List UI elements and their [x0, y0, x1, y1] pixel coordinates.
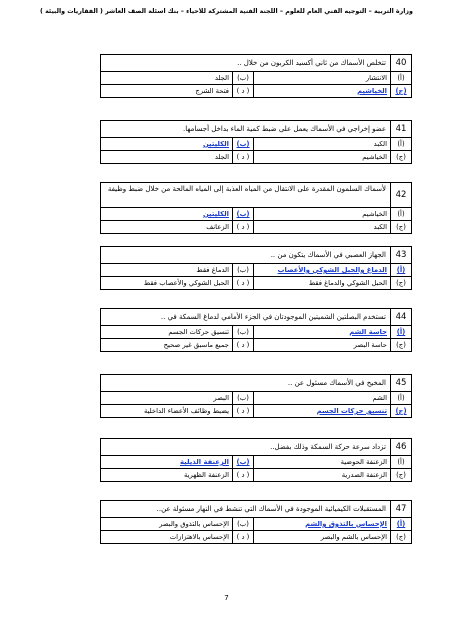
- option-label-a: (أ): [390, 264, 411, 276]
- option-label-b: (ب): [232, 518, 253, 530]
- option-text: الدماغ فقط: [196, 266, 229, 274]
- question-row: [100, 120, 412, 138]
- question-number: 43: [390, 247, 411, 263]
- question-number: 47: [390, 501, 411, 517]
- option-label-b: (ب): [232, 326, 253, 338]
- correct-option: حاسة الشم: [253, 326, 390, 338]
- options-row: [100, 151, 412, 164]
- option-text: الكبد: [253, 221, 390, 233]
- option-label-c: (ج): [390, 221, 411, 233]
- question-number: 42: [390, 183, 411, 207]
- option-text: الزعنفة الظهرية: [183, 471, 229, 479]
- question-block: [100, 120, 412, 164]
- question-row: [100, 308, 412, 326]
- option-text: الزعنفة الحوضية: [253, 456, 390, 468]
- option-label-d: ( د ): [232, 85, 253, 97]
- option-label-a: (أ): [390, 518, 411, 530]
- option-text: الزعنفة الصدرية: [253, 469, 390, 481]
- option-label-d: ( د ): [232, 221, 253, 233]
- options-row: [100, 339, 412, 352]
- option-label-c: (ج): [390, 531, 411, 543]
- options-row: [100, 518, 412, 531]
- question-row: [100, 500, 412, 518]
- option-label-a: (أ): [390, 326, 411, 338]
- page-header: وزارة التربية – التوجيه الفني العام للعلوم – اللجنة الفنية المشتركة للأحياء – بنك أسئلة الصف العاشر ( الفقاريات والبيئة ): [40, 8, 413, 15]
- option-label-d: ( د ): [232, 469, 253, 481]
- options-row: [100, 264, 412, 277]
- option-label-a: (أ): [390, 456, 411, 468]
- option-label-a: (أ): [390, 392, 411, 404]
- option-label-c: (ج): [390, 339, 411, 351]
- correct-option: الخياشيم: [253, 85, 390, 97]
- question-block: [100, 182, 412, 234]
- option-text: الخياشيم: [253, 208, 390, 220]
- option-label-d: ( د ): [232, 531, 253, 543]
- option-text: البصر: [213, 394, 229, 402]
- option-label-c: (ج): [390, 469, 411, 481]
- options-row: [100, 531, 412, 544]
- option-text: جميع ماسبق غير صحيح: [163, 341, 229, 349]
- option-label-b: (ب): [232, 208, 253, 220]
- option-text: الخياشيم: [253, 151, 390, 163]
- options-row: [100, 392, 412, 405]
- options-row: [100, 326, 412, 339]
- option-label-d: ( د ): [232, 277, 253, 289]
- option-label-b: (ب): [232, 392, 253, 404]
- question-text: تتخلص الأسماك من ثاني أكسيد الكربون من خلال ..: [237, 59, 386, 67]
- option-label-c: (ج): [390, 85, 411, 97]
- question-row: [100, 374, 412, 392]
- option-label-a: (أ): [390, 138, 411, 150]
- option-label-b: (ب): [232, 456, 253, 468]
- correct-option: الدماغ والحبل الشوكي والأعصاب: [253, 264, 390, 276]
- question-row: [100, 246, 412, 264]
- option-label-d: ( د ): [232, 339, 253, 351]
- options-row: [100, 456, 412, 469]
- options-row: [100, 405, 412, 418]
- correct-option: الإحساس بالتذوق والشم: [253, 518, 390, 530]
- question-text: عضو إخراجي في الأسماك يعمل على ضبط كمية الماء بداخل أجسامها.: [183, 125, 386, 133]
- question-block: [100, 308, 412, 352]
- option-text: الإحساس بالاهتزازات: [169, 533, 229, 541]
- option-text: الحبل الشوكي والدماغ فقط: [253, 277, 390, 289]
- question-block: [100, 500, 412, 544]
- question-number: 44: [390, 309, 411, 325]
- option-label-d: ( د ): [232, 151, 253, 163]
- question-text: لأسماك السلمون المقدرة على الانتقال من المياه العذبة إلى المياه المالحة من خلال ضبط وظيفة: [107, 185, 386, 193]
- option-text: الإحساس بالشم والبصر: [253, 531, 390, 543]
- correct-option: تنسيق حركات الجسم: [253, 405, 390, 417]
- option-text: حاسة البصر: [253, 339, 390, 351]
- correct-option: الكليتين: [202, 210, 229, 218]
- question-block: [100, 374, 412, 418]
- correct-option: الزعنفة الذيلية: [180, 458, 229, 466]
- question-number: 45: [390, 375, 411, 391]
- question-text: المخيخ في الأسماك مسئول عن ..: [287, 379, 386, 387]
- option-text: الزعانف: [206, 223, 229, 231]
- option-text: الانتشار: [253, 72, 390, 84]
- question-text: تستخدم البصلتين الشميتين الموجودتان في الجزء الأمامي لدماغ السمكة في ..: [160, 313, 386, 321]
- question-number: 41: [390, 121, 411, 137]
- options-row: [100, 469, 412, 482]
- option-label-a: (أ): [390, 208, 411, 220]
- options-row: [100, 208, 412, 221]
- question-text: المستقبلات الكيميائية الموجودة في الأسماك التي تنشط في النهار مسئولة عن..: [156, 505, 386, 513]
- option-label-c: (ج): [390, 151, 411, 163]
- question-block: [100, 246, 412, 290]
- option-text: الجلد: [214, 74, 229, 82]
- option-label-b: (ب): [232, 264, 253, 276]
- question-row: [100, 182, 412, 208]
- option-label-b: (ب): [232, 138, 253, 150]
- options-row: [100, 138, 412, 151]
- option-text: يضبط وظائف الأعضاء الداخلية: [143, 407, 229, 415]
- question-row: [100, 54, 412, 72]
- options-row: [100, 277, 412, 290]
- option-label-a: (أ): [390, 72, 411, 84]
- option-text: تنسيق حركات الجسم: [168, 328, 229, 336]
- option-text: الجلد: [214, 153, 229, 161]
- option-label-c: (ج): [390, 277, 411, 289]
- option-text: فتحة الشرج: [195, 87, 229, 95]
- options-row: [100, 85, 412, 98]
- question-number: 46: [390, 439, 411, 455]
- option-text: الحبل الشوكي والأعصاب فقط: [143, 279, 229, 287]
- options-row: [100, 72, 412, 85]
- option-text: الإحساس بالتذوق والبصر: [159, 520, 229, 528]
- question-row: [100, 438, 412, 456]
- question-block: [100, 438, 412, 482]
- option-text: الكبد: [253, 138, 390, 150]
- option-label-b: (ب): [232, 72, 253, 84]
- correct-option: الكليتين: [202, 140, 229, 148]
- option-label-d: ( د ): [232, 405, 253, 417]
- options-row: [100, 221, 412, 234]
- option-label-c: (ج): [390, 405, 411, 417]
- question-number: 40: [390, 55, 411, 71]
- question-text: الجهاز العصبي في الأسماك يتكون من ..: [270, 251, 386, 259]
- page-number: 7: [224, 594, 229, 602]
- option-text: الشم: [253, 392, 390, 404]
- question-text: تزداد سرعة حركة السمكة وذلك بفضل..: [270, 443, 386, 451]
- question-block: [100, 54, 412, 98]
